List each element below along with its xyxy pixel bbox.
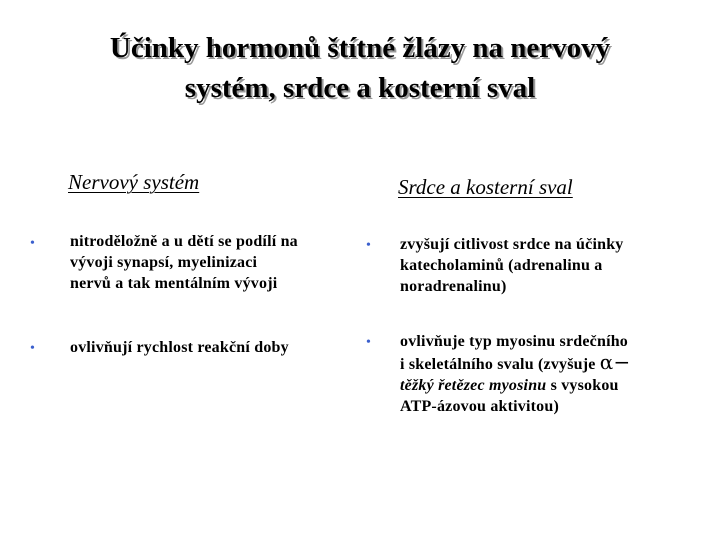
title-line-1: Účinky hormonů štítné žlázy na nervový	[109, 32, 611, 64]
right-item-2-line-1: ovlivňuje typ myosinu srdečního	[400, 333, 629, 350]
left-column-heading: Nervový systém	[68, 170, 200, 194]
bullet-icon: •	[30, 236, 35, 251]
right-item-2-line-2-text: i skeletálního svalu (zvyšuje	[400, 356, 600, 373]
left-item-1-line-3: nervů a tak mentálním vývoji	[70, 275, 278, 292]
right-item-2-line-2	[400, 352, 700, 375]
left-item-2-line-1: ovlivňují rychlost reakční doby	[70, 339, 289, 356]
right-item-1-line-2: katecholaminů (adrenalinu a	[400, 257, 603, 274]
left-list-item-1	[70, 231, 360, 294]
right-item-2-line-3-rest: s vysokou	[546, 377, 619, 394]
bullet-icon: •	[366, 238, 371, 253]
bullet-icon: •	[30, 341, 35, 356]
right-column-heading: Srdce a kosterní sval	[398, 175, 573, 199]
left-list-item-2	[70, 337, 360, 358]
right-item-1-line-1: zvyšují citlivost srdce na účinky	[400, 236, 624, 253]
alpha-symbol: α−	[599, 350, 631, 374]
slide-title	[40, 28, 680, 108]
heavy-chain-term: těžký řetězec myosinu	[400, 377, 547, 394]
right-list-item-2	[400, 331, 700, 417]
left-item-1-line-2: vývoji synapsí, myelinizaci	[70, 254, 258, 271]
left-item-1-line-1: nitroděložně a u dětí se podílí na	[70, 233, 298, 250]
right-item-2-line-3	[400, 375, 700, 396]
right-list-item-1	[400, 234, 700, 297]
right-item-2-line-4: ATP-ázovou aktivitou)	[400, 398, 560, 415]
bullet-icon: •	[366, 335, 371, 350]
title-line-2: systém, srdce a kosterní sval	[184, 72, 536, 104]
right-item-1-line-3: noradrenalinu)	[400, 278, 507, 295]
